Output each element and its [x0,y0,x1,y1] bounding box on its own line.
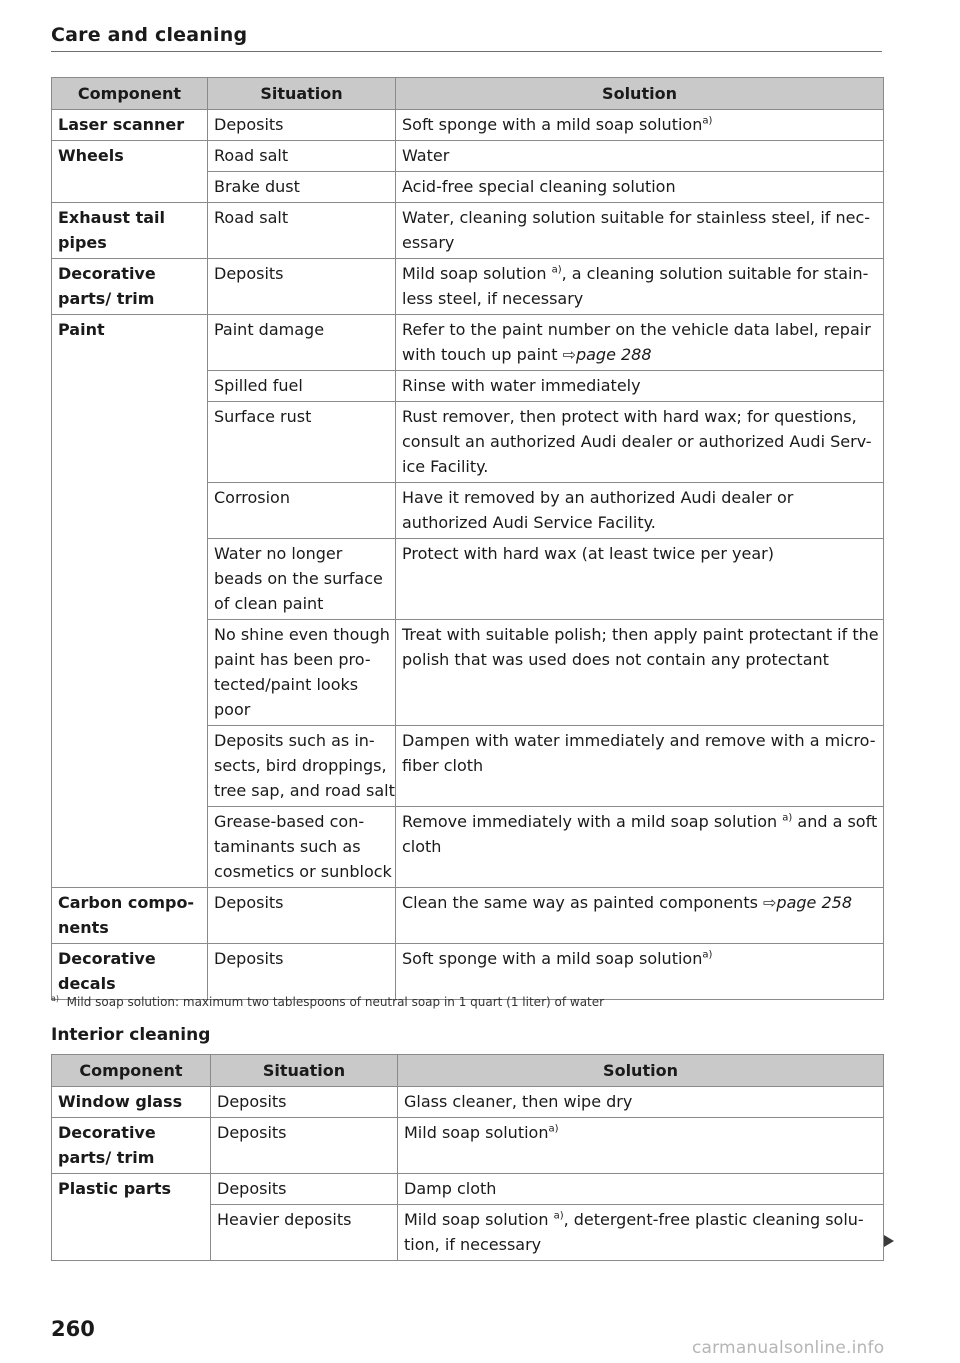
table-row [52,315,884,371]
component-cell-empty [52,172,208,203]
solution-text: , a cleaning solution suitable for stain-less steel, if necessary [402,264,869,308]
table-row [52,539,884,620]
component-cell: Decorative decals [52,944,208,1000]
solution-cell [396,315,884,371]
table-row [52,259,884,315]
component-cell-empty [52,371,208,402]
column-header-solution: Solution [396,78,884,110]
solution-text: Soft sponge with a mild soap solution [402,949,703,968]
table-row [52,620,884,726]
situation-cell: Paint damage [208,315,396,371]
footnote-marker: a) [548,1123,559,1135]
solution-cell: Water [396,141,884,172]
situation-cell: Brake dust [208,172,396,203]
table-row [52,1205,884,1261]
solution-text: Remove immediately with a mild soap solution [402,812,783,831]
table-row [52,172,884,203]
component-cell-empty [52,1205,211,1261]
footnote-marker: a) [782,812,793,824]
component-cell-empty [52,483,208,539]
solution-text: and a soft cloth [402,812,878,856]
column-header-solution: Solution [398,1055,884,1087]
page-ref-arrow-icon: ⇨ [562,345,576,364]
component-cell: Wheels [52,141,208,172]
footnote-marker: a) [551,264,562,276]
situation-cell: Deposits [208,888,396,944]
situation-cell: Deposits [208,110,396,141]
table-row [52,483,884,539]
solution-cell [396,259,884,315]
interior-cleaning-table [51,1054,884,1261]
solution-cell [398,1118,884,1174]
interior-cleaning-heading: Interior cleaning [51,1025,211,1045]
footnote-text: Mild soap solution: maximum two tablespoons of neutral soap in 1 quart (1 liter) of water [66,995,605,1009]
exterior-cleaning-table [51,77,884,1000]
component-cell: Exhaust tail pipes [52,203,208,259]
solution-cell: Protect with hard wax (at least twice per year) [396,539,884,620]
component-cell: Decorative parts/ trim [52,259,208,315]
situation-cell: Deposits [211,1174,398,1205]
table-row [52,944,884,1000]
table-row [52,402,884,483]
solution-cell [396,110,884,141]
table-row [52,1174,884,1205]
table-header-row [52,78,884,110]
watermark: carmanualsonline.info [692,1338,885,1358]
solution-text: , detergent-free plastic cleaning solu-tion, if necessary [404,1210,864,1254]
continue-arrow-icon [884,1235,894,1247]
solution-cell: Have it removed by an authorized Audi dealer or authorized Audi Service Facility. [396,483,884,539]
column-header-component: Component [52,1055,211,1087]
component-cell: Carbon compo-nents [52,888,208,944]
table-row [52,726,884,807]
situation-cell: Deposits [211,1118,398,1174]
page-number: 260 [51,1317,95,1341]
solution-text: Soft sponge with a mild soap solution [402,115,703,134]
solution-cell: Water, cleaning solution suitable for stainless steel, if nec-essary [396,203,884,259]
component-cell-empty [52,807,208,888]
solution-cell [398,1205,884,1261]
solution-cell: Rust remover, then protect with hard wax; for questions, consult an authorized Audi dealer or authorized Audi Serv-ice Facility. [396,402,884,483]
situation-cell: Water no longer beads on the surface of clean paint [208,539,396,620]
component-cell: Paint [52,315,208,371]
situation-cell: No shine even though paint has been pro-tected/paint looks poor [208,620,396,726]
component-cell-empty [52,539,208,620]
component-cell: Plastic parts [52,1174,211,1205]
situation-cell: Deposits [208,944,396,1000]
solution-text: Mild soap solution [404,1210,554,1229]
component-cell: Decorative parts/ trim [52,1118,211,1174]
table-row [52,203,884,259]
section-title: Care and cleaning [51,24,248,46]
table-row [52,888,884,944]
footnote [51,995,604,1009]
header-divider [51,51,882,52]
solution-cell: Glass cleaner, then wipe dry [398,1087,884,1118]
solution-cell: Treat with suitable polish; then apply paint protectant if the polish that was used does not contain any protectant [396,620,884,726]
table-row [52,1087,884,1118]
component-cell-empty [52,620,208,726]
solution-text: Refer to the paint number on the vehicle data label, repair with touch up paint [402,320,871,364]
table-header-row [52,1055,884,1087]
component-cell-empty [52,726,208,807]
component-cell-empty [52,402,208,483]
table-row [52,371,884,402]
solution-cell: Acid-free special cleaning solution [396,172,884,203]
situation-cell: Road salt [208,203,396,259]
situation-cell: Spilled fuel [208,371,396,402]
solution-text: Clean the same way as painted components [402,893,764,912]
situation-cell: Grease-based con-taminants such as cosmetics or sunblock [208,807,396,888]
solution-cell [396,807,884,888]
component-cell: Laser scanner [52,110,208,141]
situation-cell: Deposits [208,259,396,315]
solution-text: Mild soap solution [404,1123,549,1142]
table-row [52,141,884,172]
situation-cell: Road salt [208,141,396,172]
solution-cell [396,888,884,944]
column-header-situation: Situation [211,1055,398,1087]
situation-cell: Surface rust [208,402,396,483]
table-row [52,807,884,888]
footnote-marker: a) [702,949,713,961]
page-reference-link[interactable]: page 288 [575,345,652,364]
situation-cell: Deposits such as in-sects, bird droppings, tree sap, and road salt [208,726,396,807]
situation-cell: Deposits [211,1087,398,1118]
column-header-situation: Situation [208,78,396,110]
solution-cell: Damp cloth [398,1174,884,1205]
component-cell: Window glass [52,1087,211,1118]
situation-cell: Heavier deposits [211,1205,398,1261]
table-row [52,1118,884,1174]
solution-text: Mild soap solution [402,264,552,283]
solution-cell: Dampen with water immediately and remove with a micro-fiber cloth [396,726,884,807]
footnote-marker: a) [702,115,713,127]
solution-cell: Rinse with water immediately [396,371,884,402]
page-reference-link[interactable]: page 258 [776,893,853,912]
solution-cell [396,944,884,1000]
footnote-marker: a) [553,1210,564,1222]
column-header-component: Component [52,78,208,110]
situation-cell: Corrosion [208,483,396,539]
page-ref-arrow-icon: ⇨ [763,893,777,912]
footnote-marker: a) [51,994,60,1003]
table-row [52,110,884,141]
